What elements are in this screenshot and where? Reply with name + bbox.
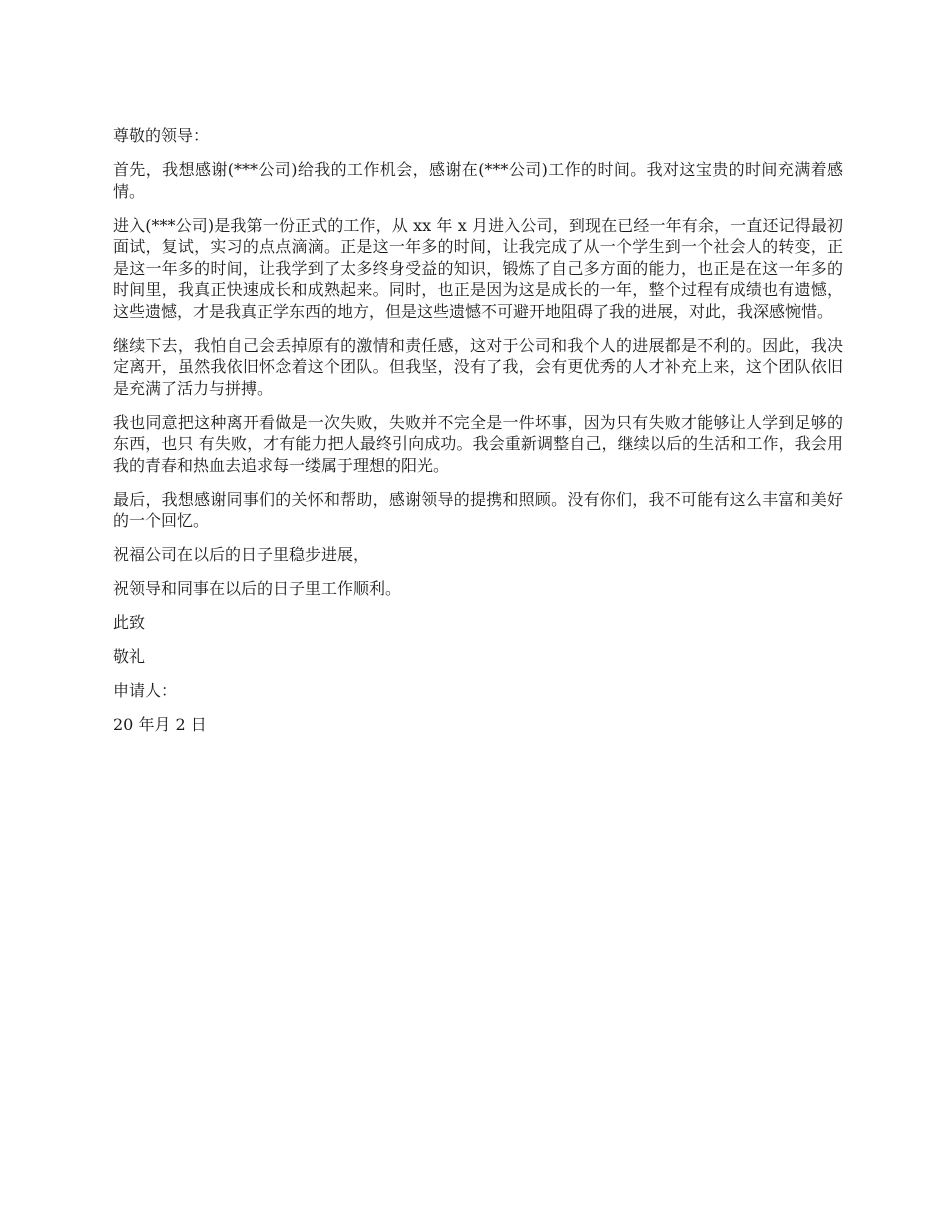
letter-date: 20 年月 2 日 [113, 715, 207, 734]
closing-line-1: 此致 [113, 613, 146, 632]
paragraph-thanks: 最后，我想感谢同事们的关怀和帮助，感谢领导的提携和照顾。没有你们，我不可能有这么丰富和美好的一个回忆。 [113, 489, 843, 530]
wish-company: 祝福公司在以后的日子里稳步进展， [113, 545, 370, 564]
applicant-label: 申请人： [113, 681, 178, 700]
paragraph-experience: 进入(***公司)是我第一份正式的工作，从 xx 年 x 月进入公司，到现在已经一年有余，一直还记得最初面试，复试，实习的点点滴滴。正是这一年多的时间，让我完成了从一个学生到一个社会人的转变，正是这一年多的时间，让我学到了太多终身受益的知识，锻炼了自己多方面的能力，也正是在这一年多的时间里，我真正快速成长和成熟起来。同时，也正是因为这是成长的一年，整个过程有成绩也有遗憾，这些遗憾，才是我真正学东西的地方，但是这些遗憾不可避开地阻碍了我的进展，对此，我深感惋惜。 [113, 215, 843, 321]
paragraph-reflection: 我也同意把这种离开看做是一次失败，失败并不完全是一件坏事，因为只有失败才能够让人学到足够的东西，也只 有失败，才有能力把人最终引向成功。我会重新调整自己，继续以后的生活和工作，我会用我的青春和热血去追求每一缕属于理想的阳光。 [113, 412, 843, 475]
paragraph-decision: 继续下去，我怕自己会丢掉原有的激情和责任感，这对于公司和我个人的进展都是不利的。因此，我决定离开，虽然我依旧怀念着这个团队。但我坚，没有了我，会有更优秀的人才补充上来，这个团队依旧是充满了活力与拼搏。 [113, 335, 843, 398]
letter-body [113, 125, 843, 748]
salutation: 尊敬的领导： [113, 126, 210, 145]
wish-colleagues: 祝领导和同事在以后的日子里工作顺利。 [113, 579, 402, 598]
closing-line-2: 敬礼 [113, 647, 146, 666]
paragraph-gratitude: 首先，我想感谢(***公司)给我的工作机会，感谢在(***公司)工作的时间。我对这宝贵的时间充满着感情。 [113, 160, 843, 201]
